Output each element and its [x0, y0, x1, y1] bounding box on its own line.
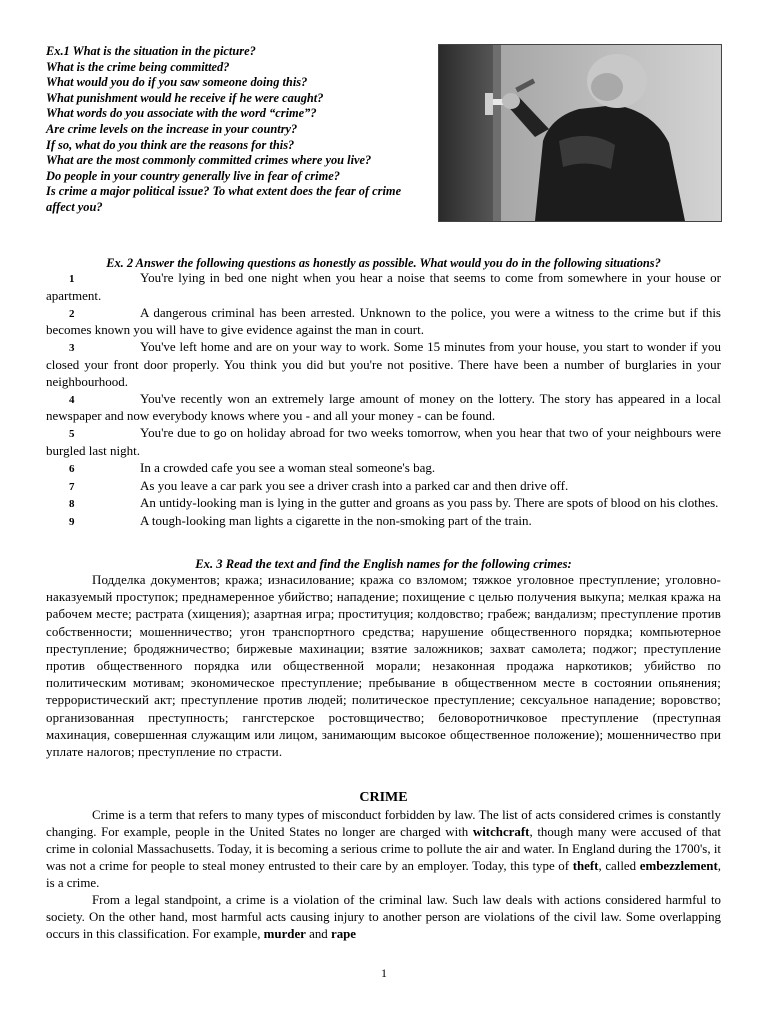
item-text: An untidy-looking man is lying in the gutter and groans as you pass by. There are spots of blood on his clothes. [140, 495, 719, 511]
item-text: You're due to go on holiday abroad for two weeks tomorrow, when you hear that two of your neighbours were burgled last night. [46, 425, 721, 458]
item-text: You've recently won an extremely large amount of money on the lottery. The story has appeared in a local newspaper and now everybody knows where you - and all your money - can be found. [46, 390, 721, 424]
term-embezzlement: embezzlement [639, 859, 718, 873]
item-text: You've left home and are on your way to work. Some 15 minutes from your house, you start to wonder if you closed your front door properly. You think you did but you're not positive. There have been a number of burglaries in your neighbourhood. [46, 339, 721, 389]
item-number: 8 [69, 498, 75, 511]
list-item [46, 339, 721, 390]
question-line: What are the most commonly committed crimes where you live? [46, 153, 372, 168]
text-run: From a legal standpoint, a crime is a violation of the criminal law. Such law deals with actions considered harmful to society. On the other hand, most harmful acts causing injury to another person are violations of the civil law. Some overlapping occurs in this classification. For example, [46, 893, 721, 941]
paragraph [46, 892, 721, 943]
crime-article [46, 807, 721, 943]
item-text: A tough-looking man lights a cigarette in the non-smoking part of the train. [140, 513, 532, 529]
text-run: , is a crime. [46, 859, 721, 890]
list-item [46, 425, 721, 460]
list-item [46, 391, 721, 426]
question-line: Ex.1 What is the situation in the picture? [46, 44, 256, 58]
section-title: CRIME [359, 790, 408, 805]
list-item [46, 270, 721, 305]
item-text: A dangerous criminal has been arrested. Unknown to the police, you were a witness to the crime but if this becomes known you will have to give evidence against the man in court. [46, 304, 721, 338]
question-line: What punishment would he receive if he were caught? [46, 90, 324, 105]
question-line: What is the crime being committed? [46, 59, 230, 74]
burglar-photo [438, 44, 722, 222]
question-line: Are crime levels on the increase in your country? [46, 121, 298, 136]
burglar-at-door-photo [439, 45, 721, 221]
item-number: 4 [69, 393, 75, 406]
list-item [46, 305, 721, 340]
text-run: and [305, 927, 331, 941]
item-number: 9 [69, 516, 75, 529]
exercise-1-questions [46, 44, 430, 216]
item-text: You're lying in bed one night when you hear a noise that seems to come from somewhere in your house or apartment. [46, 270, 721, 303]
item-number: 6 [69, 462, 75, 475]
exercise-2-situations [46, 270, 721, 531]
page-number: 1 [381, 966, 387, 980]
item-number: 3 [69, 342, 75, 355]
text-run: , though many were accused of that crime in colonial Massachusetts. Today, it is becoming a serious crime to pollute the air and water. In England during the 1700's, it was not a crime for people to steal money entrusted to their care by an employer. Today, this type of [46, 825, 721, 873]
item-number: 5 [69, 428, 75, 441]
list-item [46, 460, 721, 478]
list-item [46, 478, 721, 496]
question-line: Do people in your country generally live in fear of crime? [46, 168, 340, 183]
text-run: , called [598, 859, 640, 873]
item-number: 7 [69, 480, 75, 493]
exercise-3-heading: Ex. 3 Read the text and find the English names for the following crimes: [195, 557, 572, 571]
question-line: What words do you associate with the word “crime”? [46, 106, 317, 121]
exercise-2-heading: Ex. 2 Answer the following questions as honestly as possible. What would you do in the following situations? [106, 256, 661, 270]
text-run: Crime is a term that refers to many types of misconduct forbidden by law. The list of acts considered crimes is constantly changing. For example, people in the United States no longer are charged with [46, 808, 721, 839]
question-line: If so, what do you think are the reasons for this? [46, 137, 295, 152]
term-theft: theft [572, 859, 599, 873]
item-text: In a crowded cafe you see a woman steal someone's bag. [140, 459, 436, 475]
list-item [46, 495, 721, 513]
list-item [46, 513, 721, 531]
term-murder: murder [263, 927, 306, 941]
question-line: Is crime a major political issue? To what extent does the fear of crime affect you? [46, 184, 402, 214]
term-rape: rape [330, 927, 357, 941]
russian-crime-list: Подделка документов; кража; изнасилование; кража со взломом; тяжкое уголовное преступление; уголовно-наказуемый проступок; преднамеренное убийство; нападение; похищение с целью получения выкупа; мелкая кража на рабочем месте; растрата (хищения); азартная игра; проституция; колдовство; грабеж; вандализм; преступление против собственности; мошенничество; угон транспортного средства; нарушение общественного порядка; компьютерное преступление; бродяжничество; биржевые махинации; взятие заложников; захват самолета; поджог; преступление против общественного порядка или общественной морали; незаконная продажа наркотиков; убийство по политическим мотивам; экономическое преступление; пребывание в общественном месте в состоянии опьянения; террористический акт; преступление против людей; политическое преступление; сексуальное нападение; воровство; организованная преступность; гангстерское ростовщичество; беловоротничковое преступление (преступная махинация, совершенная служащим или лицом, занимающим высокое общественное положение); мошенничество при уплате налогов; преступление по страсти. [46, 573, 721, 760]
term-witchcraft: witchcraft [472, 825, 530, 839]
paragraph [46, 807, 721, 892]
question-line: What would you do if you saw someone doing this? [46, 75, 308, 90]
item-number: 1 [69, 273, 75, 285]
item-text: As you leave a car park you see a driver crash into a parked car and then drive off. [140, 477, 569, 493]
item-number: 2 [69, 307, 75, 320]
